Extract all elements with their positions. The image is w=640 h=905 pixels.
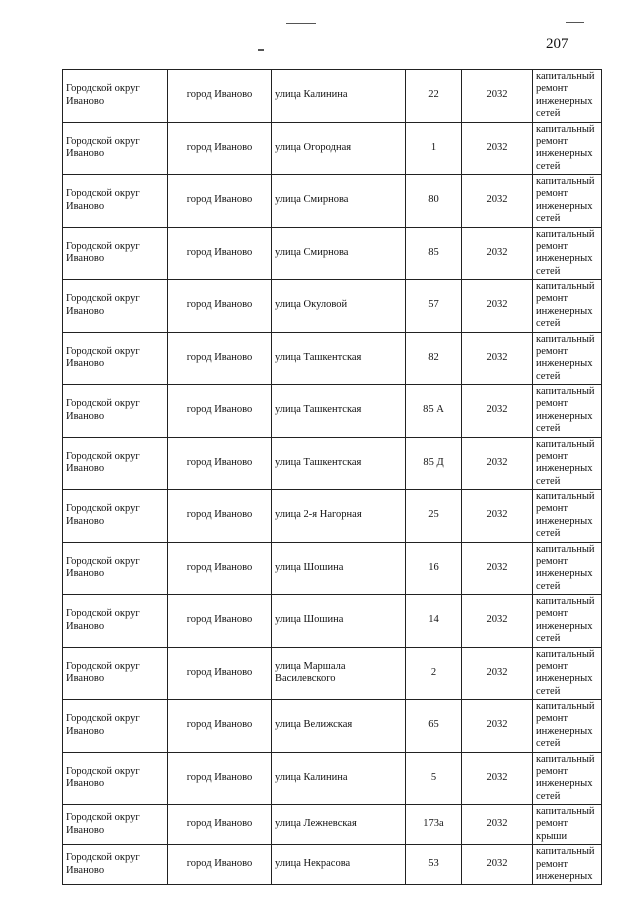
city-cell: город Иваново <box>168 595 272 648</box>
scan-mark <box>258 49 264 51</box>
work-type-cell: капитальный ремонт инженерных сетей <box>533 280 602 333</box>
district-cell: Городской округ Иваново <box>63 122 168 175</box>
street-cell: улица 2-я Нагорная <box>272 490 406 543</box>
city-cell: город Иваново <box>168 122 272 175</box>
street-cell: улица Велижская <box>272 700 406 753</box>
table-row <box>63 175 602 228</box>
year-cell: 2032 <box>462 280 533 333</box>
street-cell: улица Шошина <box>272 542 406 595</box>
year-cell: 2032 <box>462 385 533 438</box>
year-cell: 2032 <box>462 227 533 280</box>
work-type-cell: капитальный ремонт инженерных сетей <box>533 595 602 648</box>
house-number-cell: 173а <box>406 805 462 845</box>
street-cell: улица Шошина <box>272 595 406 648</box>
year-cell: 2032 <box>462 490 533 543</box>
district-cell: Городской округ Иваново <box>63 332 168 385</box>
table-row <box>63 332 602 385</box>
year-cell: 2032 <box>462 70 533 123</box>
district-cell: Городской округ Иваново <box>63 385 168 438</box>
street-cell: улица Ташкентская <box>272 332 406 385</box>
house-number-cell: 85 А <box>406 385 462 438</box>
scan-mark <box>286 23 316 24</box>
street-cell: улица Маршала Василевского <box>272 647 406 700</box>
table-row <box>63 647 602 700</box>
page-number: 207 <box>546 36 569 52</box>
work-type-cell: капитальный ремонт инженерных сетей <box>533 227 602 280</box>
year-cell: 2032 <box>462 437 533 490</box>
table-row <box>63 280 602 333</box>
work-type-cell: капитальный ремонт инженерных сетей <box>533 700 602 753</box>
work-type-cell: капитальный ремонт инженерных сетей <box>533 332 602 385</box>
district-cell: Городской округ Иваново <box>63 700 168 753</box>
city-cell: город Иваново <box>168 280 272 333</box>
table-row <box>63 122 602 175</box>
city-cell: город Иваново <box>168 227 272 280</box>
housing-repair-table <box>62 69 602 885</box>
year-cell: 2032 <box>462 122 533 175</box>
work-type-cell: капитальный ремонт инженерных сетей <box>533 70 602 123</box>
house-number-cell: 5 <box>406 752 462 805</box>
street-cell: улица Огородная <box>272 122 406 175</box>
city-cell: город Иваново <box>168 647 272 700</box>
table-row <box>63 437 602 490</box>
house-number-cell: 85 <box>406 227 462 280</box>
table-row <box>63 490 602 543</box>
house-number-cell: 22 <box>406 70 462 123</box>
district-cell: Городской округ Иваново <box>63 647 168 700</box>
house-number-cell: 85 Д <box>406 437 462 490</box>
street-cell: улица Калинина <box>272 70 406 123</box>
district-cell: Городской округ Иваново <box>63 437 168 490</box>
city-cell: город Иваново <box>168 845 272 885</box>
year-cell: 2032 <box>462 845 533 885</box>
house-number-cell: 82 <box>406 332 462 385</box>
street-cell: улица Калинина <box>272 752 406 805</box>
street-cell: улица Смирнова <box>272 227 406 280</box>
work-type-cell: капитальный ремонт инженерных сетей <box>533 437 602 490</box>
city-cell: город Иваново <box>168 70 272 123</box>
district-cell: Городской округ Иваново <box>63 490 168 543</box>
city-cell: город Иваново <box>168 542 272 595</box>
table-row <box>63 70 602 123</box>
year-cell: 2032 <box>462 175 533 228</box>
street-cell: улица Лежневская <box>272 805 406 845</box>
street-cell: улица Окуловой <box>272 280 406 333</box>
table-row <box>63 542 602 595</box>
city-cell: город Иваново <box>168 175 272 228</box>
city-cell: город Иваново <box>168 700 272 753</box>
work-type-cell: капитальный ремонт инженерных сетей <box>533 122 602 175</box>
city-cell: город Иваново <box>168 490 272 543</box>
city-cell: город Иваново <box>168 385 272 438</box>
work-type-cell: капитальный ремонт инженерных сетей <box>533 542 602 595</box>
table-row <box>63 595 602 648</box>
street-cell: улица Ташкентская <box>272 385 406 438</box>
district-cell: Городской округ Иваново <box>63 175 168 228</box>
house-number-cell: 1 <box>406 122 462 175</box>
year-cell: 2032 <box>462 595 533 648</box>
house-number-cell: 14 <box>406 595 462 648</box>
house-number-cell: 2 <box>406 647 462 700</box>
street-cell: улица Ташкентская <box>272 437 406 490</box>
work-type-cell: капитальный ремонт инженерных сетей <box>533 385 602 438</box>
district-cell: Городской округ Иваново <box>63 70 168 123</box>
table-row <box>63 752 602 805</box>
house-number-cell: 80 <box>406 175 462 228</box>
work-type-cell: капитальный ремонт инженерных сетей <box>533 490 602 543</box>
year-cell: 2032 <box>462 752 533 805</box>
work-type-cell: капитальный ремонт инженерных сетей <box>533 752 602 805</box>
table-row <box>63 845 602 885</box>
house-number-cell: 65 <box>406 700 462 753</box>
year-cell: 2032 <box>462 805 533 845</box>
district-cell: Городской округ Иваново <box>63 542 168 595</box>
work-type-cell: капитальный ремонт инженерных сетей <box>533 175 602 228</box>
scan-mark <box>566 22 584 23</box>
year-cell: 2032 <box>462 647 533 700</box>
table-row <box>63 385 602 438</box>
house-number-cell: 53 <box>406 845 462 885</box>
city-cell: город Иваново <box>168 437 272 490</box>
table-row <box>63 227 602 280</box>
table-row <box>63 805 602 845</box>
work-type-cell: капитальный ремонт инженерных <box>533 845 602 885</box>
work-type-cell: капитальный ремонт крыши <box>533 805 602 845</box>
year-cell: 2032 <box>462 700 533 753</box>
district-cell: Городской округ Иваново <box>63 227 168 280</box>
city-cell: город Иваново <box>168 752 272 805</box>
house-number-cell: 57 <box>406 280 462 333</box>
city-cell: город Иваново <box>168 332 272 385</box>
house-number-cell: 16 <box>406 542 462 595</box>
house-number-cell: 25 <box>406 490 462 543</box>
work-type-cell: капитальный ремонт инженерных сетей <box>533 647 602 700</box>
street-cell: улица Смирнова <box>272 175 406 228</box>
table-body <box>63 70 602 885</box>
district-cell: Городской округ Иваново <box>63 805 168 845</box>
district-cell: Городской округ Иваново <box>63 280 168 333</box>
district-cell: Городской округ Иваново <box>63 845 168 885</box>
year-cell: 2032 <box>462 332 533 385</box>
year-cell: 2032 <box>462 542 533 595</box>
district-cell: Городской округ Иваново <box>63 595 168 648</box>
district-cell: Городской округ Иваново <box>63 752 168 805</box>
city-cell: город Иваново <box>168 805 272 845</box>
street-cell: улица Некрасова <box>272 845 406 885</box>
table-row <box>63 700 602 753</box>
